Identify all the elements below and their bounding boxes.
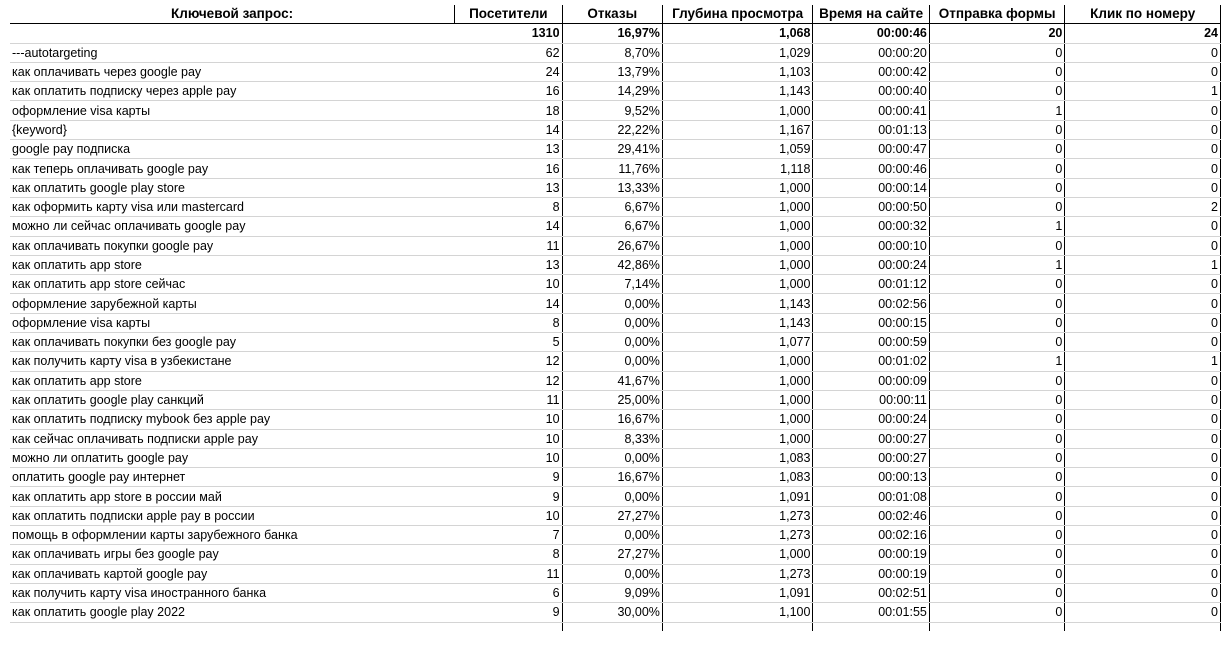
time-cell[interactable]: 00:01:55 xyxy=(813,603,929,622)
call-cell[interactable]: 0 xyxy=(1065,564,1221,583)
visitors-cell[interactable]: 12 xyxy=(455,371,562,390)
visitors-cell[interactable]: 9 xyxy=(455,603,562,622)
depth-cell[interactable]: 1,103 xyxy=(662,62,813,81)
total-row xyxy=(10,24,1221,43)
bounce-cell[interactable]: 41,67% xyxy=(562,371,662,390)
time-cell[interactable]: 00:00:13 xyxy=(813,468,929,487)
keyword-cell[interactable]: как оплачивать картой google pay xyxy=(10,564,455,583)
header-call[interactable]: Клик по номеру xyxy=(1065,5,1221,24)
table-row xyxy=(10,313,1221,332)
bounce-cell[interactable]: 27,27% xyxy=(562,545,662,564)
visitors-cell[interactable]: 8 xyxy=(455,313,562,332)
bounce-cell[interactable]: 27,27% xyxy=(562,506,662,525)
keyword-cell[interactable]: google pay подписка xyxy=(10,140,455,159)
time-cell[interactable]: 00:00:20 xyxy=(813,43,929,62)
form-cell[interactable]: 1 xyxy=(929,217,1065,236)
table-row xyxy=(10,43,1221,62)
call-cell[interactable]: 1 xyxy=(1065,352,1221,371)
table-row xyxy=(10,526,1221,545)
time-cell[interactable]: 00:00:14 xyxy=(813,178,929,197)
visitors-cell[interactable]: 14 xyxy=(455,217,562,236)
visitors-cell[interactable]: 11 xyxy=(455,236,562,255)
depth-cell[interactable]: 1,100 xyxy=(662,603,813,622)
call-cell[interactable]: 0 xyxy=(1065,429,1221,448)
bounce-cell[interactable]: 0,00% xyxy=(562,487,662,506)
table-row xyxy=(10,236,1221,255)
keyword-cell[interactable]: как оплачивать через google pay xyxy=(10,62,455,81)
form-cell[interactable]: 1 xyxy=(929,352,1065,371)
visitors-cell[interactable]: 16 xyxy=(455,82,562,101)
call-cell[interactable]: 0 xyxy=(1065,468,1221,487)
total-depth-cell[interactable]: 1,068 xyxy=(662,24,813,43)
time-cell[interactable]: 00:00:46 xyxy=(813,159,929,178)
visitors-cell[interactable]: 11 xyxy=(455,390,562,409)
keyword-cell[interactable]: как оплатить google play санкций xyxy=(10,390,455,409)
form-cell[interactable]: 0 xyxy=(929,178,1065,197)
form-cell[interactable]: 0 xyxy=(929,82,1065,101)
call-cell[interactable]: 1 xyxy=(1065,82,1221,101)
bounce-cell[interactable]: 6,67% xyxy=(562,197,662,216)
time-cell[interactable]: 00:00:40 xyxy=(813,82,929,101)
time-cell[interactable]: 00:02:56 xyxy=(813,294,929,313)
keyword-cell[interactable]: оплатить google pay интернет xyxy=(10,468,455,487)
visitors-cell[interactable]: 10 xyxy=(455,275,562,294)
visitors-cell[interactable]: 13 xyxy=(455,140,562,159)
bounce-cell[interactable]: 0,00% xyxy=(562,448,662,467)
visitors-cell[interactable]: 6 xyxy=(455,583,562,602)
depth-cell[interactable]: 1,273 xyxy=(662,564,813,583)
depth-cell[interactable]: 1,083 xyxy=(662,448,813,467)
keyword-cell[interactable]: помощь в оформлении карты зарубежного банка xyxy=(10,526,455,545)
depth-cell[interactable]: 1,143 xyxy=(662,294,813,313)
form-cell[interactable]: 0 xyxy=(929,448,1065,467)
table-row xyxy=(10,564,1221,583)
table-row xyxy=(10,140,1221,159)
table-row xyxy=(10,390,1221,409)
time-cell[interactable]: 00:00:09 xyxy=(813,371,929,390)
time-cell[interactable]: 00:01:12 xyxy=(813,275,929,294)
visitors-cell[interactable]: 8 xyxy=(455,545,562,564)
time-cell[interactable]: 00:00:19 xyxy=(813,545,929,564)
keyword-cell[interactable]: как оплатить подписки apple pay в россии xyxy=(10,506,455,525)
keyword-cell[interactable]: оформление visa карты xyxy=(10,313,455,332)
visitors-cell[interactable]: 5 xyxy=(455,333,562,352)
form-cell[interactable]: 0 xyxy=(929,275,1065,294)
time-cell[interactable]: 00:00:11 xyxy=(813,390,929,409)
table-row xyxy=(10,101,1221,120)
keyword-cell[interactable]: оформление visa карты xyxy=(10,101,455,120)
visitors-cell[interactable]: 8 xyxy=(455,197,562,216)
call-cell[interactable]: 0 xyxy=(1065,545,1221,564)
partial-cell xyxy=(662,622,813,631)
visitors-cell[interactable]: 18 xyxy=(455,101,562,120)
call-cell[interactable]: 0 xyxy=(1065,410,1221,429)
bounce-cell[interactable]: 8,33% xyxy=(562,429,662,448)
call-cell[interactable]: 0 xyxy=(1065,603,1221,622)
depth-cell[interactable]: 1,000 xyxy=(662,371,813,390)
call-cell[interactable]: 0 xyxy=(1065,178,1221,197)
call-cell[interactable]: 0 xyxy=(1065,313,1221,332)
bounce-cell[interactable]: 13,79% xyxy=(562,62,662,81)
keyword-cell[interactable]: как оплатить google play store xyxy=(10,178,455,197)
call-cell[interactable]: 0 xyxy=(1065,371,1221,390)
bounce-cell[interactable]: 42,86% xyxy=(562,255,662,274)
depth-cell[interactable]: 1,000 xyxy=(662,352,813,371)
table-row xyxy=(10,197,1221,216)
call-cell[interactable]: 0 xyxy=(1065,506,1221,525)
form-cell[interactable]: 0 xyxy=(929,583,1065,602)
time-cell[interactable]: 00:00:42 xyxy=(813,62,929,81)
bounce-cell[interactable]: 6,67% xyxy=(562,217,662,236)
time-cell[interactable]: 00:00:27 xyxy=(813,448,929,467)
table-row xyxy=(10,120,1221,139)
form-cell[interactable]: 0 xyxy=(929,526,1065,545)
depth-cell[interactable]: 1,000 xyxy=(662,275,813,294)
form-cell[interactable]: 0 xyxy=(929,564,1065,583)
form-cell[interactable]: 0 xyxy=(929,236,1065,255)
depth-cell[interactable]: 1,029 xyxy=(662,43,813,62)
time-cell[interactable]: 00:00:10 xyxy=(813,236,929,255)
visitors-cell[interactable]: 13 xyxy=(455,255,562,274)
visitors-cell[interactable]: 10 xyxy=(455,429,562,448)
depth-cell[interactable]: 1,000 xyxy=(662,178,813,197)
call-cell[interactable]: 0 xyxy=(1065,217,1221,236)
table-row xyxy=(10,294,1221,313)
form-cell[interactable]: 0 xyxy=(929,120,1065,139)
table-row xyxy=(10,178,1221,197)
bounce-cell[interactable]: 0,00% xyxy=(562,294,662,313)
keyword-cell[interactable]: как оплатить app store xyxy=(10,371,455,390)
form-cell[interactable]: 1 xyxy=(929,255,1065,274)
bounce-cell[interactable]: 0,00% xyxy=(562,352,662,371)
time-cell[interactable]: 00:02:46 xyxy=(813,506,929,525)
table-row xyxy=(10,410,1221,429)
call-cell[interactable]: 0 xyxy=(1065,448,1221,467)
keyword-cell[interactable]: оформление зарубежной карты xyxy=(10,294,455,313)
visitors-cell[interactable]: 7 xyxy=(455,526,562,545)
depth-cell[interactable]: 1,000 xyxy=(662,410,813,429)
keyword-cell[interactable]: как оплачивать покупки google pay xyxy=(10,236,455,255)
header-row xyxy=(10,5,1221,24)
bounce-cell[interactable]: 25,00% xyxy=(562,390,662,409)
partial-cell xyxy=(929,622,1065,631)
call-cell[interactable]: 0 xyxy=(1065,101,1221,120)
bounce-cell[interactable]: 14,29% xyxy=(562,82,662,101)
form-cell[interactable]: 0 xyxy=(929,333,1065,352)
form-cell[interactable]: 0 xyxy=(929,159,1065,178)
bounce-cell[interactable]: 29,41% xyxy=(562,140,662,159)
visitors-cell[interactable]: 13 xyxy=(455,178,562,197)
keyword-cell[interactable]: как теперь оплачивать google pay xyxy=(10,159,455,178)
bounce-cell[interactable]: 0,00% xyxy=(562,333,662,352)
keyword-cell[interactable]: как оплатить подписку через apple pay xyxy=(10,82,455,101)
depth-cell[interactable]: 1,000 xyxy=(662,429,813,448)
visitors-cell[interactable]: 9 xyxy=(455,468,562,487)
time-cell[interactable]: 00:01:08 xyxy=(813,487,929,506)
visitors-cell[interactable]: 14 xyxy=(455,120,562,139)
time-cell[interactable]: 00:00:24 xyxy=(813,255,929,274)
table-row-partial xyxy=(10,622,1221,631)
keyword-cell[interactable]: {keyword} xyxy=(10,120,455,139)
bounce-cell[interactable]: 0,00% xyxy=(562,313,662,332)
table-row xyxy=(10,352,1221,371)
call-cell[interactable]: 0 xyxy=(1065,62,1221,81)
keyword-cell[interactable]: как оплатить app store сейчас xyxy=(10,275,455,294)
header-depth[interactable]: Глубина просмотра xyxy=(662,5,813,24)
time-cell[interactable]: 00:00:59 xyxy=(813,333,929,352)
partial-cell xyxy=(1065,622,1221,631)
call-cell[interactable]: 0 xyxy=(1065,140,1221,159)
form-cell[interactable]: 0 xyxy=(929,390,1065,409)
depth-cell[interactable]: 1,077 xyxy=(662,333,813,352)
partial-cell xyxy=(562,622,662,631)
bounce-cell[interactable]: 0,00% xyxy=(562,526,662,545)
depth-cell[interactable]: 1,059 xyxy=(662,140,813,159)
form-cell[interactable]: 0 xyxy=(929,506,1065,525)
visitors-cell[interactable]: 62 xyxy=(455,43,562,62)
table-row xyxy=(10,217,1221,236)
table-row xyxy=(10,545,1221,564)
call-cell[interactable]: 0 xyxy=(1065,390,1221,409)
total-form-cell[interactable]: 20 xyxy=(929,24,1065,43)
keyword-cell[interactable]: можно ли сейчас оплачивать google pay xyxy=(10,217,455,236)
form-cell[interactable]: 0 xyxy=(929,603,1065,622)
bounce-cell[interactable]: 11,76% xyxy=(562,159,662,178)
time-cell[interactable]: 00:02:16 xyxy=(813,526,929,545)
keyword-cell[interactable]: как оплачивать игры без google pay xyxy=(10,545,455,564)
call-cell[interactable]: 0 xyxy=(1065,236,1221,255)
call-cell[interactable]: 0 xyxy=(1065,159,1221,178)
header-form[interactable]: Отправка формы xyxy=(929,5,1065,24)
visitors-cell[interactable]: 10 xyxy=(455,448,562,467)
partial-cell xyxy=(10,622,455,631)
form-cell[interactable]: 0 xyxy=(929,410,1065,429)
bounce-cell[interactable]: 16,67% xyxy=(562,410,662,429)
keyword-cell[interactable]: как оформить карту visa или mastercard xyxy=(10,197,455,216)
table-row xyxy=(10,603,1221,622)
form-cell[interactable]: 0 xyxy=(929,294,1065,313)
keyword-cell[interactable]: как получить карту visa иностранного банка xyxy=(10,583,455,602)
table-row xyxy=(10,468,1221,487)
form-cell[interactable]: 0 xyxy=(929,545,1065,564)
time-cell[interactable]: 00:01:02 xyxy=(813,352,929,371)
keyword-cell[interactable]: как получить карту visa в узбекистане xyxy=(10,352,455,371)
call-cell[interactable]: 0 xyxy=(1065,333,1221,352)
table-row xyxy=(10,275,1221,294)
call-cell[interactable]: 0 xyxy=(1065,294,1221,313)
depth-cell[interactable]: 1,143 xyxy=(662,82,813,101)
bounce-cell[interactable]: 22,22% xyxy=(562,120,662,139)
form-cell[interactable]: 0 xyxy=(929,62,1065,81)
time-cell[interactable]: 00:01:13 xyxy=(813,120,929,139)
keyword-cell[interactable]: как оплатить подписку mybook без apple pay xyxy=(10,410,455,429)
table-row xyxy=(10,82,1221,101)
time-cell[interactable]: 00:00:50 xyxy=(813,197,929,216)
bounce-cell[interactable]: 8,70% xyxy=(562,43,662,62)
form-cell[interactable]: 0 xyxy=(929,43,1065,62)
call-cell[interactable]: 0 xyxy=(1065,275,1221,294)
time-cell[interactable]: 00:00:24 xyxy=(813,410,929,429)
form-cell[interactable]: 0 xyxy=(929,140,1065,159)
form-cell[interactable]: 1 xyxy=(929,101,1065,120)
depth-cell[interactable]: 1,000 xyxy=(662,217,813,236)
visitors-cell[interactable]: 16 xyxy=(455,159,562,178)
call-cell[interactable]: 0 xyxy=(1065,487,1221,506)
table-row xyxy=(10,255,1221,274)
bounce-cell[interactable]: 9,09% xyxy=(562,583,662,602)
depth-cell[interactable]: 1,143 xyxy=(662,313,813,332)
keyword-cell[interactable]: как оплатить google play 2022 xyxy=(10,603,455,622)
depth-cell[interactable]: 1,273 xyxy=(662,506,813,525)
visitors-cell[interactable]: 24 xyxy=(455,62,562,81)
call-cell[interactable]: 0 xyxy=(1065,526,1221,545)
time-cell[interactable]: 00:00:15 xyxy=(813,313,929,332)
total-call-cell[interactable]: 24 xyxy=(1065,24,1221,43)
keyword-cell[interactable]: как оплатить app store в россии май xyxy=(10,487,455,506)
depth-cell[interactable]: 1,000 xyxy=(662,390,813,409)
header-visitors[interactable]: Посетители xyxy=(455,5,562,24)
depth-cell[interactable]: 1,000 xyxy=(662,236,813,255)
total-time-cell[interactable]: 00:00:46 xyxy=(813,24,929,43)
header-bounce[interactable]: Отказы xyxy=(562,5,662,24)
visitors-cell[interactable]: 11 xyxy=(455,564,562,583)
total-keyword-cell[interactable] xyxy=(10,24,455,43)
bounce-cell[interactable]: 13,33% xyxy=(562,178,662,197)
table-row xyxy=(10,448,1221,467)
bounce-cell[interactable]: 9,52% xyxy=(562,101,662,120)
table-row xyxy=(10,371,1221,390)
table-row xyxy=(10,583,1221,602)
visitors-cell[interactable]: 10 xyxy=(455,410,562,429)
form-cell[interactable]: 0 xyxy=(929,468,1065,487)
total-visitors-cell[interactable]: 1310 xyxy=(455,24,562,43)
time-cell[interactable]: 00:00:41 xyxy=(813,101,929,120)
depth-cell[interactable]: 1,273 xyxy=(662,526,813,545)
table-row xyxy=(10,506,1221,525)
depth-cell[interactable]: 1,000 xyxy=(662,255,813,274)
call-cell[interactable]: 0 xyxy=(1065,43,1221,62)
header-keyword[interactable]: Ключевой запрос: xyxy=(10,5,455,24)
table-row xyxy=(10,159,1221,178)
visitors-cell[interactable]: 9 xyxy=(455,487,562,506)
keyword-cell[interactable]: как оплачивать покупки без google pay xyxy=(10,333,455,352)
keyword-cell[interactable]: как оплатить app store xyxy=(10,255,455,274)
bounce-cell[interactable]: 0,00% xyxy=(562,564,662,583)
call-cell[interactable]: 0 xyxy=(1065,120,1221,139)
partial-cell xyxy=(813,622,929,631)
visitors-cell[interactable]: 10 xyxy=(455,506,562,525)
time-cell[interactable]: 00:00:19 xyxy=(813,564,929,583)
time-cell[interactable]: 00:00:32 xyxy=(813,217,929,236)
total-bounce-cell[interactable]: 16,97% xyxy=(562,24,662,43)
time-cell[interactable]: 00:00:47 xyxy=(813,140,929,159)
call-cell[interactable]: 2 xyxy=(1065,197,1221,216)
bounce-cell[interactable]: 7,14% xyxy=(562,275,662,294)
bounce-cell[interactable]: 26,67% xyxy=(562,236,662,255)
form-cell[interactable]: 0 xyxy=(929,371,1065,390)
depth-cell[interactable]: 1,000 xyxy=(662,101,813,120)
keyword-cell[interactable]: ---autotargeting xyxy=(10,43,455,62)
depth-cell[interactable]: 1,091 xyxy=(662,487,813,506)
time-cell[interactable]: 00:02:51 xyxy=(813,583,929,602)
call-cell[interactable]: 0 xyxy=(1065,583,1221,602)
depth-cell[interactable]: 1,118 xyxy=(662,159,813,178)
depth-cell[interactable]: 1,000 xyxy=(662,545,813,564)
depth-cell[interactable]: 1,167 xyxy=(662,120,813,139)
call-cell[interactable]: 1 xyxy=(1065,255,1221,274)
spreadsheet-table xyxy=(10,5,1221,631)
visitors-cell[interactable]: 14 xyxy=(455,294,562,313)
partial-cell xyxy=(455,622,562,631)
bounce-cell[interactable]: 16,67% xyxy=(562,468,662,487)
form-cell[interactable]: 0 xyxy=(929,429,1065,448)
depth-cell[interactable]: 1,000 xyxy=(662,197,813,216)
table-row xyxy=(10,429,1221,448)
time-cell[interactable]: 00:00:27 xyxy=(813,429,929,448)
keyword-cell[interactable]: как сейчас оплачивать подписки apple pay xyxy=(10,429,455,448)
form-cell[interactable]: 0 xyxy=(929,487,1065,506)
form-cell[interactable]: 0 xyxy=(929,313,1065,332)
table-row xyxy=(10,333,1221,352)
keyword-cell[interactable]: можно ли оплатить google pay xyxy=(10,448,455,467)
table-row xyxy=(10,487,1221,506)
bounce-cell[interactable]: 30,00% xyxy=(562,603,662,622)
depth-cell[interactable]: 1,083 xyxy=(662,468,813,487)
table-row xyxy=(10,62,1221,81)
depth-cell[interactable]: 1,091 xyxy=(662,583,813,602)
header-time[interactable]: Время на сайте xyxy=(813,5,929,24)
form-cell[interactable]: 0 xyxy=(929,197,1065,216)
visitors-cell[interactable]: 12 xyxy=(455,352,562,371)
